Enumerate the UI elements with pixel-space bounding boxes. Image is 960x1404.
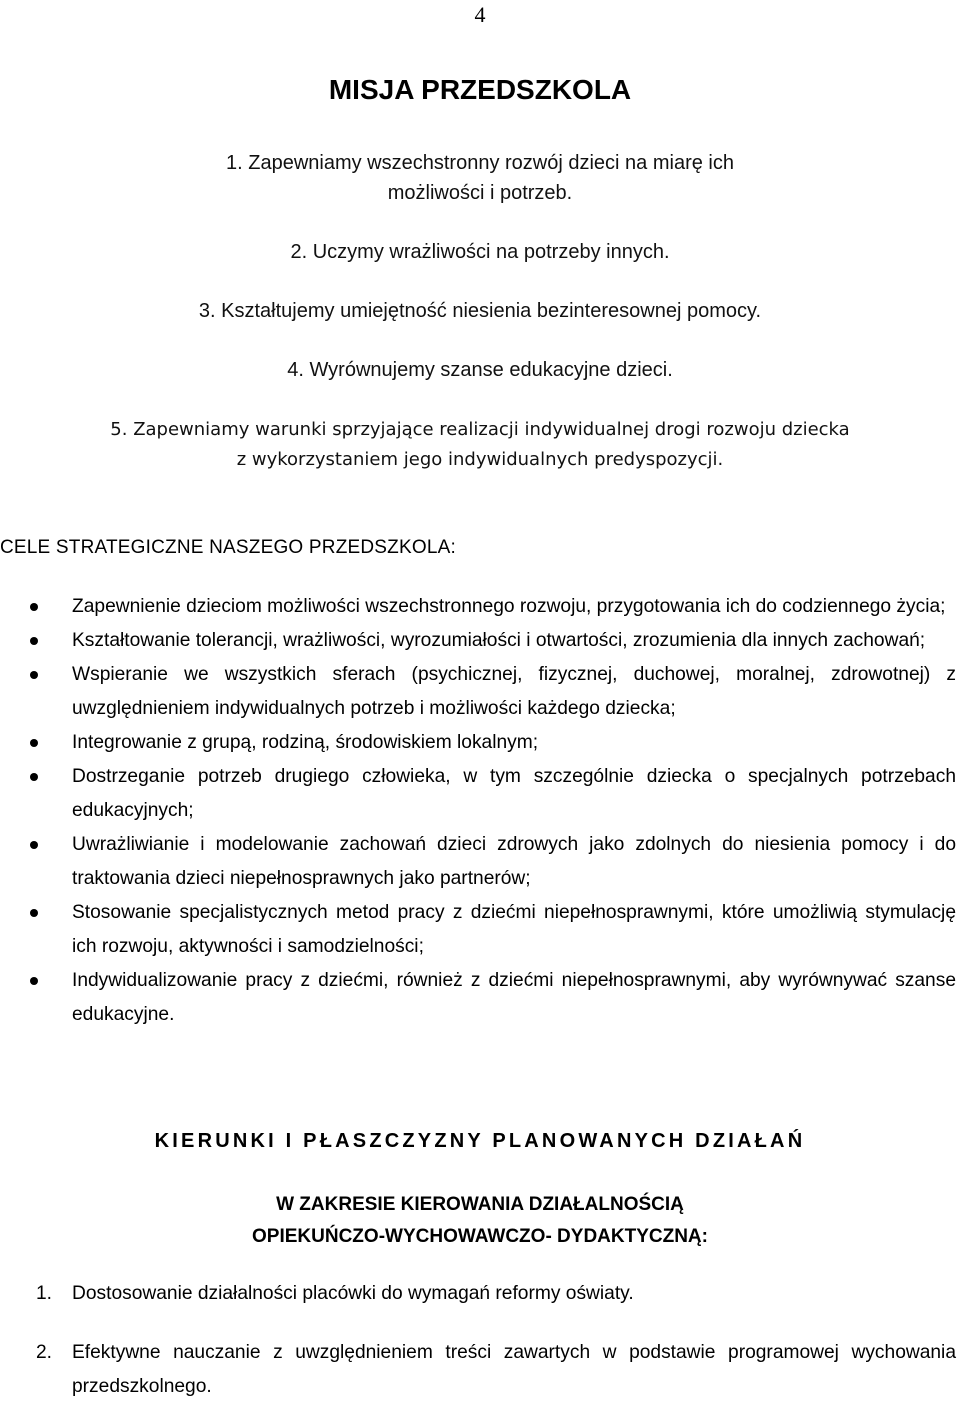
- mission-item-1: [0, 148, 960, 208]
- goal-text: Zapewnienie dzieciom możliwości wszechstronnego rozwoju, przygotowania ich do codziennego życia;: [72, 596, 946, 617]
- mission-item-5: [0, 415, 960, 475]
- goal-text: Stosowanie specjalistycznych metod pracy z dziećmi niepełnosprawnymi, które umożliwią stymulację ich rozwoju, aktywności i samodzielności;: [72, 902, 956, 957]
- bullet-icon: [30, 603, 38, 611]
- list-item: [28, 964, 956, 1032]
- task-number: 2.: [36, 1342, 53, 1363]
- mission-item-text: 3. Kształtujemy umiejętność niesienia bezinteresownej pomocy.: [198, 300, 762, 322]
- mission-item-text: z wykorzystaniem jego indywidualnych predyspozycji.: [236, 449, 724, 470]
- list-item: [28, 590, 956, 624]
- page-title: MISJA PRZEDSZKOLA: [328, 74, 632, 105]
- mission-item-text: 4. Wyrównujemy szanse edukacyjne dzieci.: [287, 359, 673, 381]
- list-item: [28, 658, 956, 726]
- subheading-line: OPIEKUŃCZO-WYCHOWAWCZO- DYDAKTYCZNĄ:: [252, 1226, 708, 1247]
- task-text: Dostosowanie działalności placówki do wymagań reformy oświaty.: [72, 1283, 634, 1304]
- mission-item-text: możliwości i potrzeb.: [387, 182, 573, 204]
- goal-text: Kształtowanie tolerancji, wrażliwości, wyrozumiałości i otwartości, zrozumienia dla innych zachowań;: [72, 630, 926, 651]
- page-number: 4: [474, 2, 486, 27]
- list-item: [28, 760, 956, 828]
- list-item: [28, 624, 956, 658]
- bullet-icon: [30, 909, 38, 917]
- mission-item-2: [0, 237, 960, 267]
- mission-item-text: 2. Uczymy wrażliwości na potrzeby innych.: [290, 241, 670, 263]
- task-text: Efektywne nauczanie z uwzględnieniem treści zawartych w podstawie programowej wychowania przedszkolnego.: [72, 1342, 956, 1397]
- goals-heading: CELE STRATEGICZNE NASZEGO PRZEDSZKOLA:: [0, 537, 456, 558]
- goal-text: Wspieranie we wszystkich sferach (psychicznej, fizycznej, duchowej, moralnej, zdrowotnej) z uwzględnieniem indywidualnych potrzeb i możliwości każdego dziecka;: [72, 664, 956, 719]
- list-item: [28, 896, 956, 964]
- goal-text: Uwrażliwianie i modelowanie zachowań dzieci zdrowych jako zdolnych do niesienia pomocy i do traktowania dzieci niepełnosprawnych jako partnerów;: [72, 834, 956, 889]
- subheading-line: W ZAKRESIE KIEROWANIA DZIAŁALNOŚCIĄ: [276, 1194, 684, 1215]
- directions-subheading: [0, 1189, 960, 1253]
- goal-text: Integrowanie z grupą, rodziną, środowiskiem lokalnym;: [72, 732, 539, 753]
- mission-item-text: 5. Zapewniamy warunki sprzyjające realizacji indywidualnej drogi rozwoju dziecka: [110, 419, 850, 440]
- goal-text: Dostrzeganie potrzeb drugiego człowieka, w tym szczególnie dziecka o specjalnych potrzebach edukacyjnych;: [72, 766, 956, 821]
- mission-item-text: 1. Zapewniamy wszechstronny rozwój dzieci na miarę ich: [226, 152, 734, 174]
- bullet-icon: [30, 637, 38, 645]
- mission-item-4: [0, 355, 960, 385]
- tasks-list: [36, 1277, 956, 1404]
- bullet-icon: [30, 671, 38, 679]
- bullet-icon: [30, 977, 38, 985]
- goal-text: Indywidualizowanie pracy z dziećmi, również z dziećmi niepełnosprawnymi, aby wyrównywać szanse edukacyjne.: [72, 970, 956, 1025]
- list-item: [28, 726, 956, 760]
- bullet-icon: [30, 773, 38, 781]
- bullet-icon: [30, 841, 38, 849]
- bullet-icon: [30, 739, 38, 747]
- mission-item-3: [0, 296, 960, 326]
- list-item: [28, 828, 956, 896]
- goals-list: [28, 590, 956, 1032]
- list-item: [36, 1336, 956, 1404]
- task-number: 1.: [36, 1283, 53, 1304]
- directions-heading: KIERUNKI I PŁASZCZYZNY PLANOWANYCH DZIAŁAŃ: [154, 1130, 806, 1152]
- list-item: [36, 1277, 956, 1311]
